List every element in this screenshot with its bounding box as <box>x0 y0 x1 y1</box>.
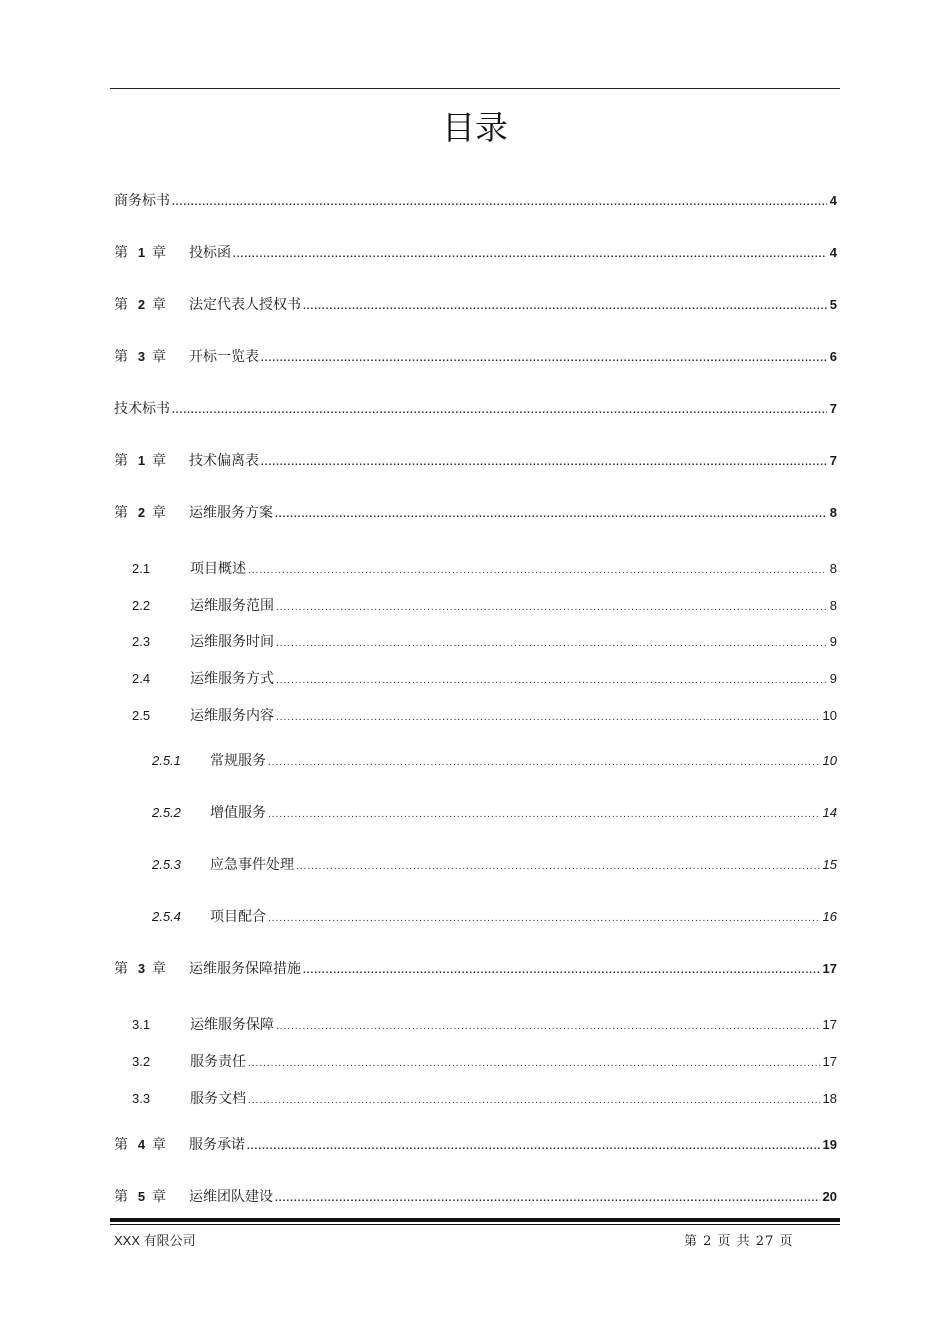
toc-entry-chapter-3[interactable] <box>114 957 837 981</box>
toc-leader <box>248 559 827 583</box>
toc-page-number: 7 <box>829 453 837 468</box>
toc-page-number: 4 <box>829 245 837 260</box>
toc-leader <box>247 1135 820 1159</box>
toc-page-number: 5 <box>829 297 837 312</box>
subsection-number: 2.5.1 <box>152 753 181 768</box>
toc-leader <box>276 669 827 693</box>
toc-entry-title: 运维服务时间 <box>190 634 274 650</box>
toc-leader <box>276 1015 820 1039</box>
toc-entry-title: 技术标书 <box>114 401 170 417</box>
toc-entry-title: 应急事件处理 <box>210 857 294 873</box>
toc-entry-section-3-3[interactable] <box>132 1087 837 1111</box>
subsection-number: 2.5.2 <box>152 805 181 820</box>
toc-entry-chapter-1[interactable] <box>114 241 837 265</box>
subsection-number: 2.5.3 <box>152 857 181 872</box>
toc-entry-title: 运维团队建设 <box>189 1189 273 1205</box>
subsection-number: 2.5.4 <box>152 909 181 924</box>
section-number: 2.4 <box>132 671 151 686</box>
section-number: 3.1 <box>132 1017 151 1032</box>
toc-entry-section-2-4[interactable] <box>132 667 837 691</box>
chapter-label: 第 5 章 <box>114 1189 166 1205</box>
toc-entry-title: 投标函 <box>189 245 231 261</box>
toc-leader <box>233 243 827 267</box>
toc-entry-section-2-2[interactable] <box>132 594 837 618</box>
toc-leader <box>261 451 827 475</box>
toc-entry-title: 常规服务 <box>210 753 266 769</box>
section-number: 3.2 <box>132 1054 151 1069</box>
toc-entry-chapter-2[interactable] <box>114 501 837 525</box>
toc-entry-title: 服务文档 <box>190 1091 246 1107</box>
toc-leader <box>296 855 820 879</box>
toc-entry-subsection-2-5-2[interactable] <box>152 801 837 825</box>
toc-entry-title: 运维服务保障 <box>190 1017 274 1033</box>
toc-entry-subsection-2-5-3[interactable] <box>152 853 837 877</box>
toc-page-number: 9 <box>829 671 837 686</box>
toc-entry-tech-bid[interactable] <box>114 397 837 421</box>
toc-entry-chapter-5[interactable] <box>114 1185 837 1209</box>
chapter-label: 第 4 章 <box>114 1137 166 1153</box>
footer-company: XXX 有限公司 <box>114 1233 196 1248</box>
toc-page-number: 8 <box>829 598 837 613</box>
toc-page-number: 10 <box>822 753 837 768</box>
toc-leader <box>303 295 827 319</box>
toc-entry-section-3-1[interactable] <box>132 1013 837 1037</box>
toc-leader <box>261 347 827 371</box>
footer-page-info: 第 2 页 共 27 页 <box>684 1234 794 1249</box>
chapter-label: 第 3 章 <box>114 961 166 977</box>
toc-leader <box>268 803 820 827</box>
section-number: 2.3 <box>132 634 151 649</box>
toc-leader <box>276 596 827 620</box>
section-number: 3.3 <box>132 1091 151 1106</box>
toc-page-number: 17 <box>822 961 837 976</box>
section-number: 2.1 <box>132 561 151 576</box>
toc-entry-title: 运维服务方式 <box>190 671 274 687</box>
footer-rule <box>110 1218 840 1222</box>
toc-entry-chapter-2[interactable] <box>114 293 837 317</box>
toc-page-number: 10 <box>822 708 837 723</box>
toc-leader <box>248 1052 820 1076</box>
toc-page-number: 20 <box>822 1189 837 1204</box>
toc-leader <box>172 399 827 423</box>
toc-leader <box>276 632 827 656</box>
toc-page-number: 9 <box>829 634 837 649</box>
toc-page-number: 14 <box>822 805 837 820</box>
chapter-label: 第 3 章 <box>114 349 166 365</box>
chapter-label: 第 1 章 <box>114 453 166 469</box>
toc-leader <box>268 907 820 931</box>
toc-entry-title: 服务责任 <box>190 1054 246 1070</box>
toc-leader <box>303 959 820 983</box>
chapter-label: 第 1 章 <box>114 245 166 261</box>
page-title: 目录 <box>442 108 508 147</box>
toc-leader <box>275 503 827 527</box>
toc-entry-title: 项目配合 <box>210 909 266 925</box>
toc-entry-title: 运维服务内容 <box>190 708 274 724</box>
toc-entry-title: 法定代表人授权书 <box>189 297 301 313</box>
toc-page-number: 6 <box>829 349 837 364</box>
toc-entry-title: 商务标书 <box>114 193 170 209</box>
toc-entry-title: 增值服务 <box>210 805 266 821</box>
toc-entry-title: 项目概述 <box>190 561 246 577</box>
toc-page-number: 16 <box>822 909 837 924</box>
toc-page-number: 19 <box>822 1137 837 1152</box>
chapter-label: 第 2 章 <box>114 297 166 313</box>
toc-entry-title: 技术偏离表 <box>189 453 259 469</box>
footer-rule-thin <box>110 1224 840 1225</box>
toc-entry-title: 运维服务保障措施 <box>189 961 301 977</box>
toc-leader <box>276 706 820 730</box>
toc-entry-subsection-2-5-4[interactable] <box>152 905 837 929</box>
toc-entry-section-3-2[interactable] <box>132 1050 837 1074</box>
toc-entry-title: 开标一览表 <box>189 349 259 365</box>
section-number: 2.2 <box>132 598 151 613</box>
toc-page-number: 7 <box>829 401 837 416</box>
toc-page-number: 15 <box>822 857 837 872</box>
toc-leader <box>268 751 820 775</box>
toc-page-number: 4 <box>829 193 837 208</box>
toc-entry-section-2-5[interactable] <box>132 704 837 728</box>
toc-entry-title: 运维服务范围 <box>190 598 274 614</box>
toc-page-number: 17 <box>822 1017 837 1032</box>
chapter-label: 第 2 章 <box>114 505 166 521</box>
toc-entry-chapter-4[interactable] <box>114 1133 837 1157</box>
toc-entry-business-bid[interactable] <box>114 189 837 213</box>
toc-entry-title: 运维服务方案 <box>189 505 273 521</box>
toc-leader <box>248 1089 820 1113</box>
toc-entry-title: 服务承诺 <box>189 1137 245 1153</box>
toc-page-number: 8 <box>829 561 837 576</box>
toc-leader <box>172 191 827 215</box>
header-rule <box>110 88 840 89</box>
toc-entry-section-2-1[interactable] <box>132 557 837 581</box>
section-number: 2.5 <box>132 708 151 723</box>
toc-entry-section-2-3[interactable] <box>132 630 837 654</box>
toc-page-number: 18 <box>822 1091 837 1106</box>
toc-page-number: 17 <box>822 1054 837 1069</box>
toc-leader <box>275 1187 820 1211</box>
toc-page-number: 8 <box>829 505 837 520</box>
toc-entry-chapter-3[interactable] <box>114 345 837 369</box>
toc-entry-subsection-2-5-1[interactable] <box>152 749 837 773</box>
toc-entry-chapter-1[interactable] <box>114 449 837 473</box>
